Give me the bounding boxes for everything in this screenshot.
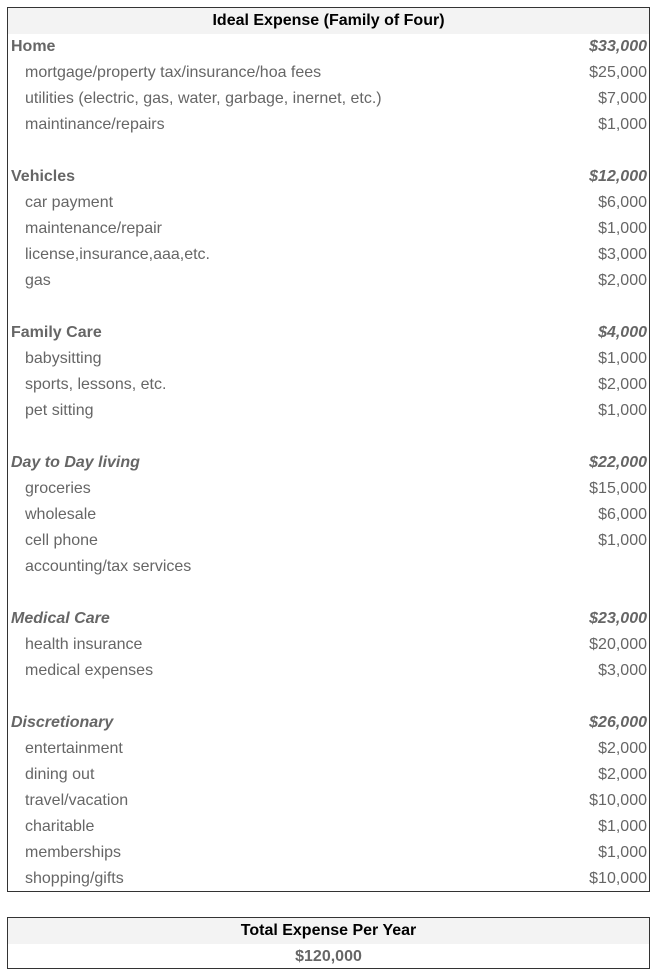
expense-item-amount: $1,000 [598, 532, 647, 549]
expense-item-label: accounting/tax services [25, 558, 192, 575]
expense-item-label: memberships [25, 844, 122, 861]
expense-item-label: utilities (electric, gas, water, garbage, inernet, etc.) [25, 90, 382, 107]
section-total: $22,000 [589, 454, 647, 471]
expense-item-amount: $6,000 [598, 194, 647, 211]
expense-item-row [8, 86, 649, 112]
expense-item-label: babysitting [25, 350, 102, 367]
expense-item-label: license,insurance,aaa,etc. [25, 246, 210, 263]
expense-table [7, 7, 650, 892]
expense-item-amount: $7,000 [598, 90, 647, 107]
expense-item-row [8, 216, 649, 242]
expense-item-row [8, 112, 649, 138]
section-spacer [8, 424, 649, 450]
expense-item-row [8, 866, 649, 892]
expense-item-label: gas [25, 272, 51, 289]
section-header-row [8, 320, 649, 346]
expense-item-amount: $1,000 [598, 818, 647, 835]
section-spacer [8, 138, 649, 164]
expense-item-amount: $3,000 [598, 246, 647, 263]
section-header-row [8, 450, 649, 476]
section-name: Day to Day living [11, 454, 140, 471]
section-name: Vehicles [11, 168, 76, 185]
expense-item-label: wholesale [25, 506, 97, 523]
expense-item-amount: $20,000 [589, 636, 647, 653]
section-total: $12,000 [589, 168, 647, 185]
expense-item-row [8, 736, 649, 762]
expense-item-amount: $6,000 [598, 506, 647, 523]
expense-item-row [8, 554, 649, 580]
expense-item-row [8, 372, 649, 398]
expense-item-label: dining out [25, 766, 95, 783]
expense-item-label: groceries [25, 480, 91, 497]
total-value: $120,000 [295, 948, 362, 965]
expense-item-row [8, 840, 649, 866]
section-header-row [8, 164, 649, 190]
expense-rows [8, 34, 649, 892]
section-total: $23,000 [589, 610, 647, 627]
expense-item-amount: $1,000 [598, 402, 647, 419]
expense-item-amount: $2,000 [598, 740, 647, 757]
section-name: Family Care [11, 324, 102, 341]
expense-item-label: mortgage/property tax/insurance/hoa fees [25, 64, 322, 81]
expense-item-row [8, 762, 649, 788]
section-spacer [8, 294, 649, 320]
expense-item-row [8, 632, 649, 658]
expense-item-label: entertainment [25, 740, 123, 757]
section-spacer [8, 684, 649, 710]
expense-item-amount: $1,000 [598, 220, 647, 237]
expense-item-label: maintinance/repairs [25, 116, 165, 133]
expense-item-amount: $1,000 [598, 116, 647, 133]
expense-item-label: pet sitting [25, 402, 94, 419]
expense-item-label: charitable [25, 818, 95, 835]
section-total: $33,000 [589, 38, 647, 55]
expense-item-row [8, 190, 649, 216]
expense-item-amount: $2,000 [598, 272, 647, 289]
expense-item-row [8, 788, 649, 814]
expense-item-row [8, 398, 649, 424]
expense-item-row [8, 528, 649, 554]
expense-item-amount: $25,000 [589, 64, 647, 81]
section-header-row [8, 34, 649, 60]
expense-item-label: medical expenses [25, 662, 154, 679]
expense-item-amount: $1,000 [598, 844, 647, 861]
section-name: Discretionary [11, 714, 114, 731]
expense-item-amount: $2,000 [598, 766, 647, 783]
expense-item-label: maintenance/repair [25, 220, 162, 237]
expense-item-row [8, 658, 649, 684]
expense-item-row [8, 60, 649, 86]
expense-item-amount: $3,000 [598, 662, 647, 679]
total-title: Total Expense Per Year [8, 918, 649, 944]
section-name: Home [11, 38, 56, 55]
expense-item-label: health insurance [25, 636, 143, 653]
section-name: Medical Care [11, 610, 110, 627]
expense-item-row [8, 268, 649, 294]
expense-item-label: travel/vacation [25, 792, 129, 809]
total-table [7, 917, 650, 969]
expense-item-amount: $15,000 [589, 480, 647, 497]
expense-item-label: sports, lessons, etc. [25, 376, 167, 393]
expense-item-label: shopping/gifts [25, 870, 124, 887]
expense-item-amount: $10,000 [589, 792, 647, 809]
expense-item-row [8, 814, 649, 840]
table-title: Ideal Expense (Family of Four) [8, 8, 649, 34]
section-spacer [8, 580, 649, 606]
section-header-row [8, 606, 649, 632]
expense-item-amount: $2,000 [598, 376, 647, 393]
expense-item-row [8, 346, 649, 372]
expense-item-label: car payment [25, 194, 114, 211]
section-header-row [8, 710, 649, 736]
expense-item-row [8, 502, 649, 528]
expense-item-row [8, 242, 649, 268]
expense-item-amount: $10,000 [589, 870, 647, 887]
expense-item-amount: $1,000 [598, 350, 647, 367]
section-total: $26,000 [589, 714, 647, 731]
section-total: $4,000 [598, 324, 647, 341]
expense-item-label: cell phone [25, 532, 98, 549]
expense-item-row [8, 476, 649, 502]
